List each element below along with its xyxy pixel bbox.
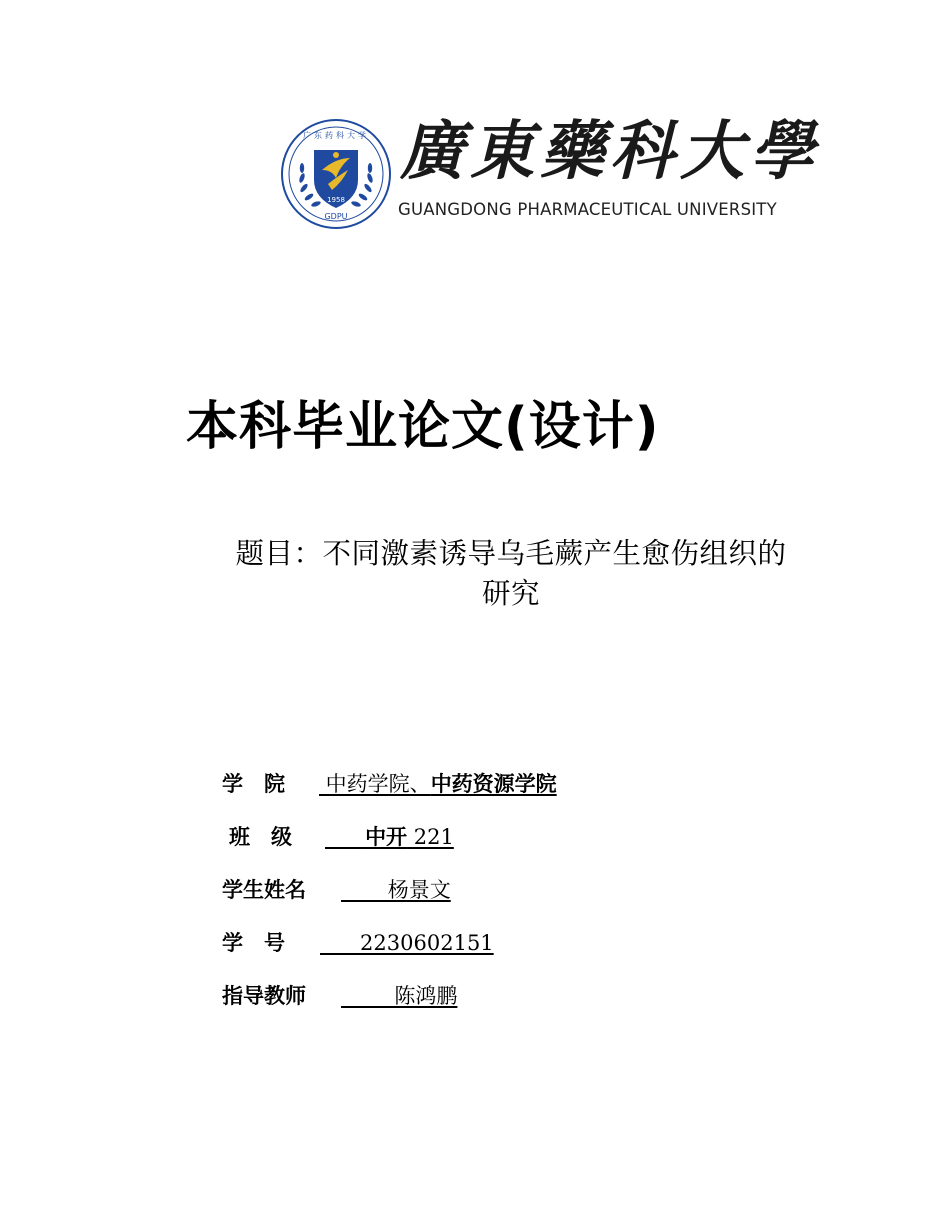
university-name-cn: 廣東藥科大學 [400, 114, 820, 189]
field-student-id-label: 学 号 [222, 931, 285, 955]
field-class-value-pad [325, 825, 365, 849]
university-logo [280, 112, 820, 232]
document-title: 本科毕业论文(设计) [186, 397, 660, 457]
thesis-topic [186, 534, 836, 614]
field-student-id-value: 2230602151 [320, 931, 494, 955]
seal-ring-text: 广东药科大学 [303, 131, 369, 140]
field-class-label: 班 级 [229, 825, 292, 849]
field-college-value-part1: 中药学院、 [319, 772, 431, 796]
field-college-value-part2: 中药资源学院 [430, 771, 557, 796]
university-seal-icon [280, 118, 392, 230]
field-college-label: 学 院 [222, 772, 285, 796]
seal-year: 1958 [327, 196, 345, 204]
field-student-name-label: 学生姓名 [222, 878, 306, 902]
thesis-topic-line-2: 研究 [481, 577, 540, 610]
field-college-value [319, 767, 557, 801]
field-student-name-value: 杨景文 [341, 878, 451, 902]
field-advisor-label: 指导教师 [222, 984, 306, 1008]
field-class-value [325, 820, 454, 854]
field-class-value-part2: 221 [407, 825, 454, 849]
seal-abbr: GDPU [324, 212, 348, 221]
thesis-topic-line-1: 题目：不同激素诱导乌毛蕨产生愈伤组织的 [235, 537, 787, 570]
university-name-en: GUANGDONG PHARMACEUTICAL UNIVERSITY [398, 200, 777, 219]
field-advisor-value: 陈鸿鹏 [341, 984, 458, 1008]
field-class-value-part1: 中开 [365, 824, 408, 849]
